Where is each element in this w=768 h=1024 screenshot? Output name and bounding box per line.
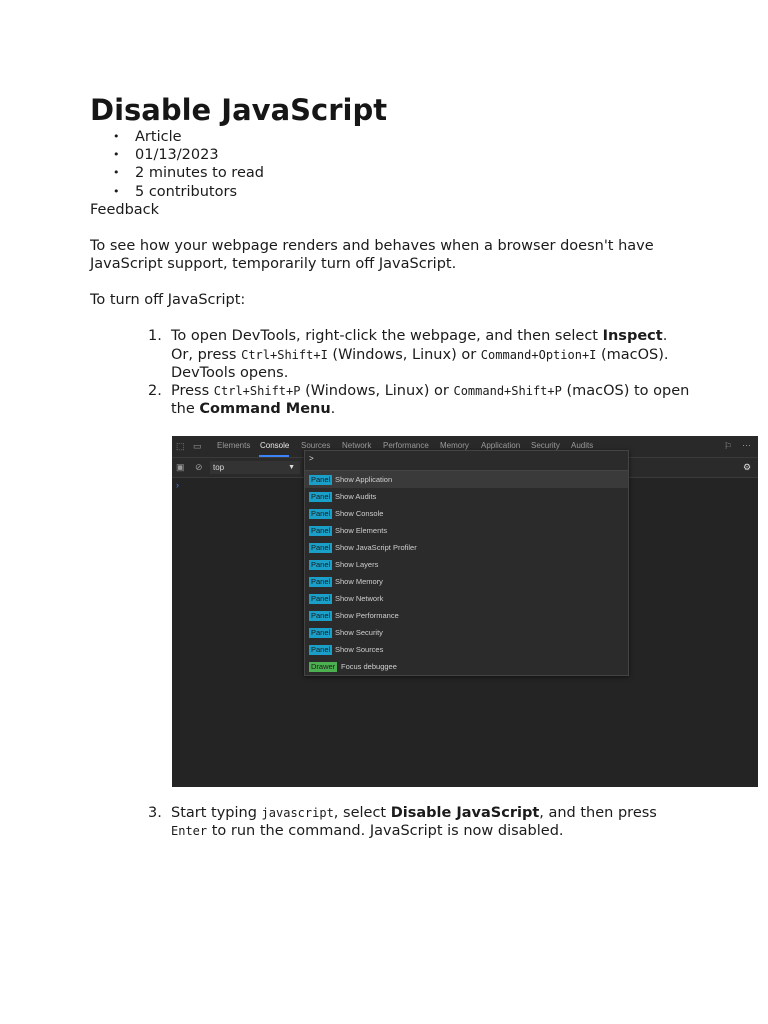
active-tab-indicator (259, 455, 289, 457)
command-item[interactable] (305, 488, 628, 505)
shortcut-code: javascript (261, 806, 334, 820)
tab-application[interactable]: Application (481, 441, 521, 450)
step-3 (90, 804, 690, 840)
shortcut-code: Ctrl+Shift+P (213, 383, 301, 398)
command-item[interactable] (305, 641, 628, 658)
meta-contributors[interactable]: • 5 contributors (135, 183, 690, 201)
page-title: Disable JavaScript (90, 93, 388, 127)
step-text: Press (171, 382, 214, 399)
command-badge: Panel (311, 543, 331, 552)
tab-performance[interactable]: Performance (383, 441, 429, 450)
feedback-link[interactable]: Feedback (90, 201, 160, 218)
step-number: 2. (148, 382, 162, 399)
command-badge: Panel (311, 645, 331, 654)
shortcut-code: Enter (171, 824, 208, 839)
step-text: (macOS) to open the (171, 382, 690, 418)
command-label: Show Memory (335, 577, 383, 586)
step-1 (90, 327, 690, 382)
step-text: . (330, 401, 336, 418)
disable-javascript-label: Disable JavaScript (390, 805, 540, 821)
command-label: Focus debuggee (341, 662, 397, 671)
context-selector[interactable] (210, 461, 300, 474)
step-text: . Or, press (171, 328, 668, 363)
tab-elements[interactable]: Elements (217, 441, 251, 450)
steps-list (90, 327, 690, 418)
command-badge: Panel (311, 628, 331, 637)
inspect-label: Inspect (602, 328, 663, 345)
meta-date: • 01/13/2023 (135, 146, 690, 164)
command-label: Show Console (335, 509, 384, 518)
tab-console[interactable]: Console (260, 441, 290, 450)
command-menu-label: Command Menu (199, 401, 331, 418)
article-meta (135, 128, 690, 201)
command-item[interactable] (305, 590, 628, 607)
command-label: Show Audits (335, 492, 377, 501)
command-label: Show Elements (335, 526, 388, 535)
settings-gear-icon[interactable]: ⚙ (743, 462, 752, 472)
inspect-element-icon: ⬚ (176, 441, 185, 451)
command-menu (304, 450, 629, 676)
meta-type: • Article (135, 128, 690, 146)
article (90, 92, 690, 418)
turn-off-heading: To turn off JavaScript: (90, 291, 246, 308)
intro-paragraph: To see how your webpage renders and behaves when a browser doesn't have JavaScript support, temporarily turn off JavaScript. (90, 237, 654, 273)
command-item[interactable] (305, 505, 628, 522)
step-text: (macOS). DevTools opens. (171, 346, 669, 381)
command-label: Show JavaScript Profiler (335, 543, 417, 552)
chevron-down-icon: ▼ (288, 464, 295, 471)
step-number: 3. (148, 805, 162, 821)
command-item[interactable] (305, 471, 628, 488)
command-label: Show Network (335, 594, 384, 603)
command-badge: Panel (311, 475, 331, 484)
command-item[interactable] (305, 658, 628, 675)
tab-audits[interactable]: Audits (571, 441, 594, 450)
command-input[interactable]: > (305, 451, 628, 471)
command-item[interactable] (305, 556, 628, 573)
command-badge: Drawer (311, 662, 336, 671)
steps-list-continued (90, 804, 690, 840)
more-options-icon[interactable]: ⋯ (742, 440, 751, 450)
step-text: To open DevTools, right-click the webpage, and then select (171, 328, 603, 345)
step-text: (Windows, Linux) or (327, 346, 481, 363)
command-label: Show Layers (335, 560, 379, 569)
console-prompt: › (176, 480, 179, 490)
devtools-screenshot (172, 436, 758, 787)
command-label: Show Sources (335, 645, 384, 654)
device-toolbar-icon: ▭ (193, 441, 202, 451)
tab-network[interactable]: Network (342, 441, 372, 450)
step-2 (90, 382, 690, 418)
command-badge: Panel (311, 526, 331, 535)
step-text: to run the command. JavaScript is now disabled. (207, 823, 564, 840)
step-text: Start typing (171, 805, 262, 821)
command-item[interactable] (305, 624, 628, 641)
step-text: , and then press (539, 805, 657, 821)
sidebar-toggle-icon[interactable]: ▣ (176, 462, 185, 472)
meta-read-time[interactable]: • 2 minutes to read (135, 164, 690, 182)
shortcut-code: Command+Shift+P (453, 383, 562, 398)
shortcut-code: Command+Option+I (480, 347, 597, 362)
command-badge: Panel (311, 509, 331, 518)
command-label: Show Performance (335, 611, 399, 620)
command-item[interactable] (305, 573, 628, 590)
command-badge: Panel (311, 492, 331, 501)
tab-security[interactable]: Security (531, 441, 560, 450)
command-badge: Panel (311, 577, 331, 586)
command-badge: Panel (311, 594, 331, 603)
step-number: 1. (148, 328, 162, 345)
command-item[interactable] (305, 607, 628, 624)
tab-sources[interactable]: Sources (301, 441, 331, 450)
command-badge: Panel (311, 560, 331, 569)
command-label: Show Security (335, 628, 383, 637)
step-text: (Windows, Linux) or (300, 382, 454, 399)
clear-console-icon[interactable]: ⊘ (195, 462, 203, 472)
command-label: Show Application (335, 475, 393, 484)
command-item[interactable] (305, 539, 628, 556)
shortcut-code: Ctrl+Shift+I (241, 347, 328, 362)
tab-memory[interactable]: Memory (440, 441, 469, 450)
command-badge: Panel (311, 611, 331, 620)
feedback-icon[interactable]: ⚐ (724, 441, 733, 451)
command-item[interactable] (305, 522, 628, 539)
step-text: , select (333, 805, 391, 821)
context-value: top (213, 463, 225, 472)
